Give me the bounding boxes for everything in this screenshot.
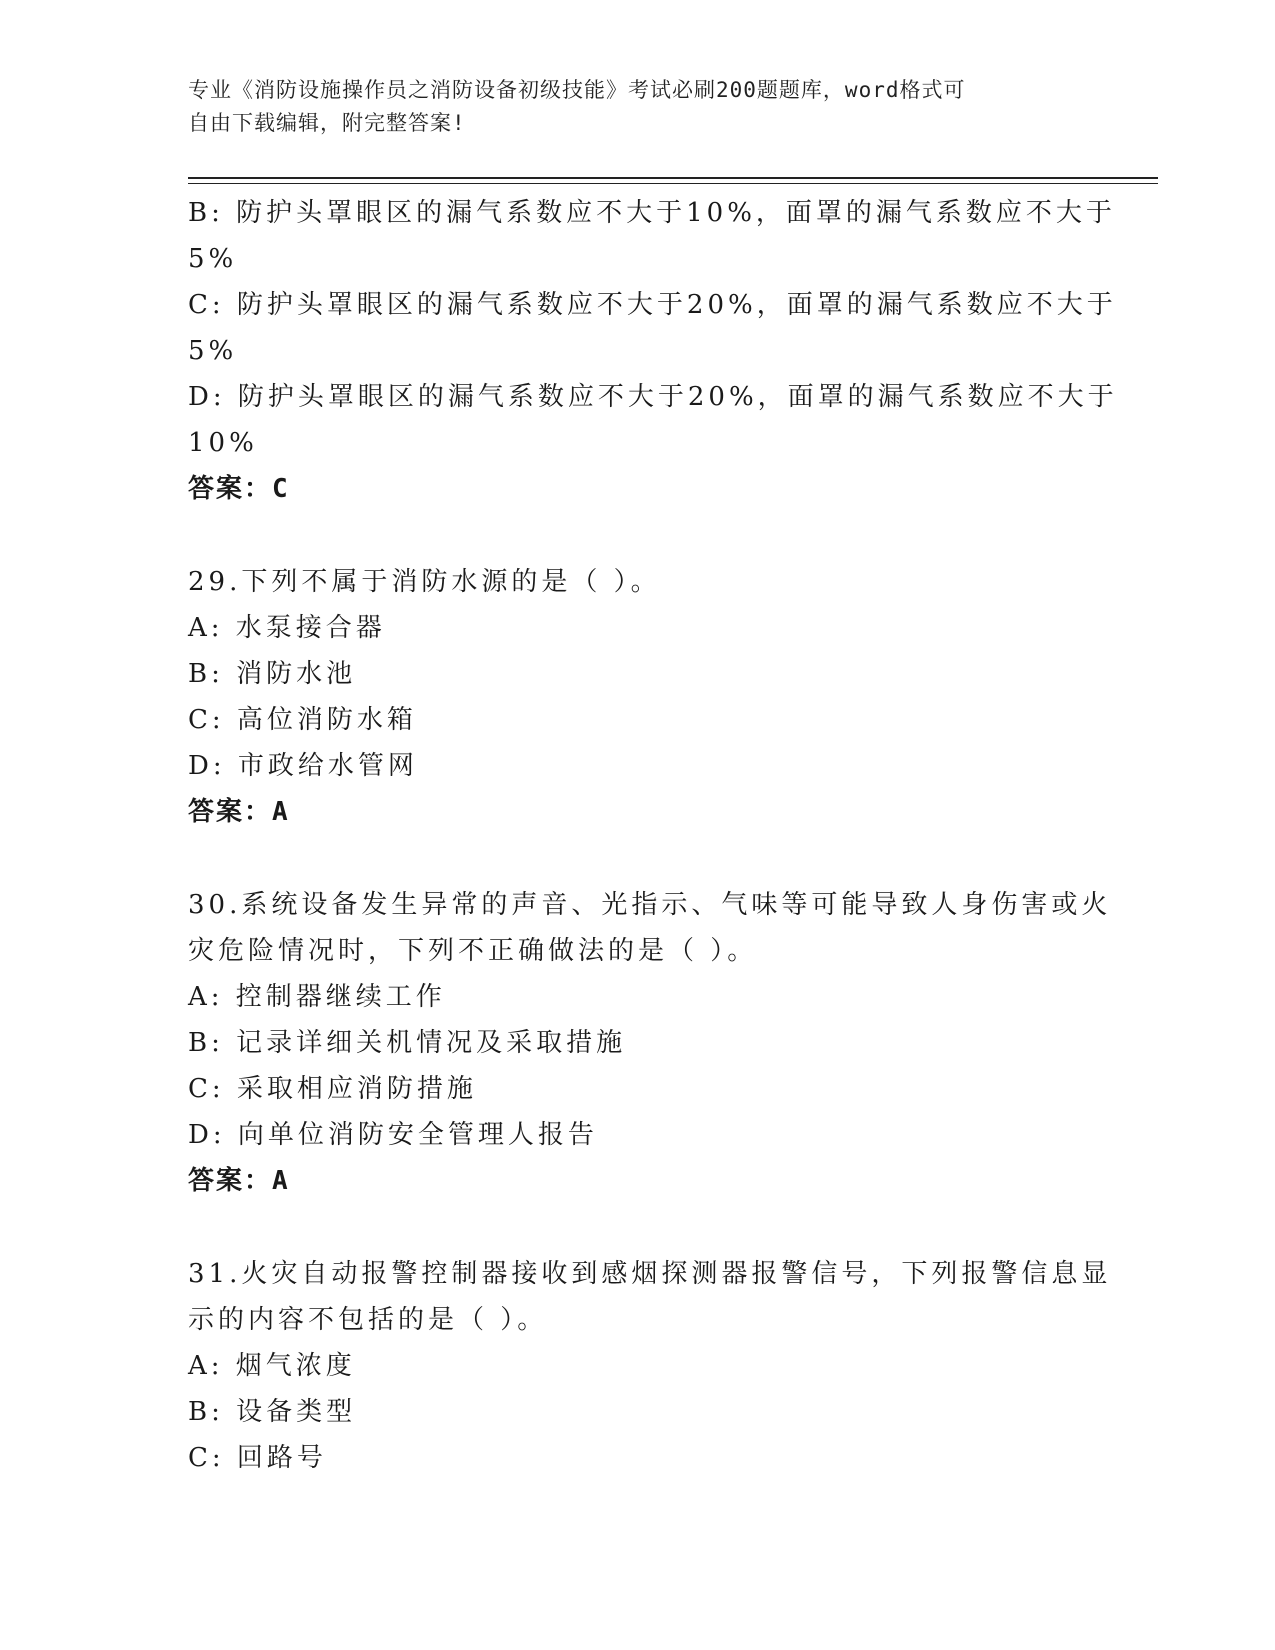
option-d-line-1: D: 防护头罩眼区的漏气系数应不大于20%，面罩的漏气系数应不大于: [188, 382, 1118, 412]
option-d: D: 市政给水管网: [188, 751, 418, 781]
question-31-block: [188, 1251, 1112, 1481]
option-c-line-1: C: 防护头罩眼区的漏气系数应不大于20%，面罩的漏气系数应不大于: [188, 290, 1117, 320]
question-29-text: 29.下列不属于消防水源的是（ ）。: [188, 567, 661, 597]
spacer: [188, 512, 1088, 559]
question-30-block: [188, 882, 1112, 1204]
option-c-line-2: 5%: [188, 336, 238, 366]
question-30-text-line-2: 灾危险情况时，下列不正确做法的是（ ）。: [188, 936, 758, 966]
spacer: [188, 1204, 1088, 1251]
option-a: A: 控制器继续工作: [188, 982, 446, 1012]
option-c: C: 高位消防水箱: [188, 705, 417, 735]
option-c: C: 采取相应消防措施: [188, 1074, 477, 1104]
option-b-line-1: B: 防护头罩眼区的漏气系数应不大于10%，面罩的漏气系数应不大于: [188, 198, 1116, 228]
header-rule-thick: [188, 177, 1158, 179]
header-rule-thin: [188, 183, 1158, 184]
question-28-block: [188, 190, 1118, 512]
document-header: [188, 74, 1068, 140]
answer-30: 答案：A: [188, 1166, 290, 1196]
answer-29: 答案：A: [188, 797, 290, 827]
answer-28: 答案：C: [188, 474, 290, 504]
option-b: B: 消防水池: [188, 659, 357, 689]
question-30-text-line-1: 30.系统设备发生异常的声音、光指示、气味等可能导致人身伤害或火: [188, 890, 1112, 920]
option-d: D: 向单位消防安全管理人报告: [188, 1120, 598, 1150]
question-31-text-line-1: 31.火灾自动报警控制器接收到感烟探测器报警信号，下列报警信息显: [188, 1259, 1112, 1289]
header-line-1: 专业《消防设施操作员之消防设备初级技能》考试必刷200题题库，word格式可: [188, 78, 966, 102]
option-b: B: 记录详细关机情况及采取措施: [188, 1028, 627, 1058]
option-d-line-2: 10%: [188, 428, 258, 458]
option-c: C: 回路号: [188, 1443, 327, 1473]
option-a: A: 烟气浓度: [188, 1351, 356, 1381]
spacer: [188, 835, 1088, 882]
option-a: A: 水泵接合器: [188, 613, 386, 643]
question-29-block: [188, 559, 1088, 835]
header-line-2: 自由下载编辑，附完整答案!: [188, 111, 466, 135]
question-list: [188, 190, 1118, 1481]
option-b: B: 设备类型: [188, 1397, 357, 1427]
question-31-text-line-2: 示的内容不包括的是（ ）。: [188, 1305, 548, 1335]
option-b-line-2: 5%: [188, 244, 238, 274]
